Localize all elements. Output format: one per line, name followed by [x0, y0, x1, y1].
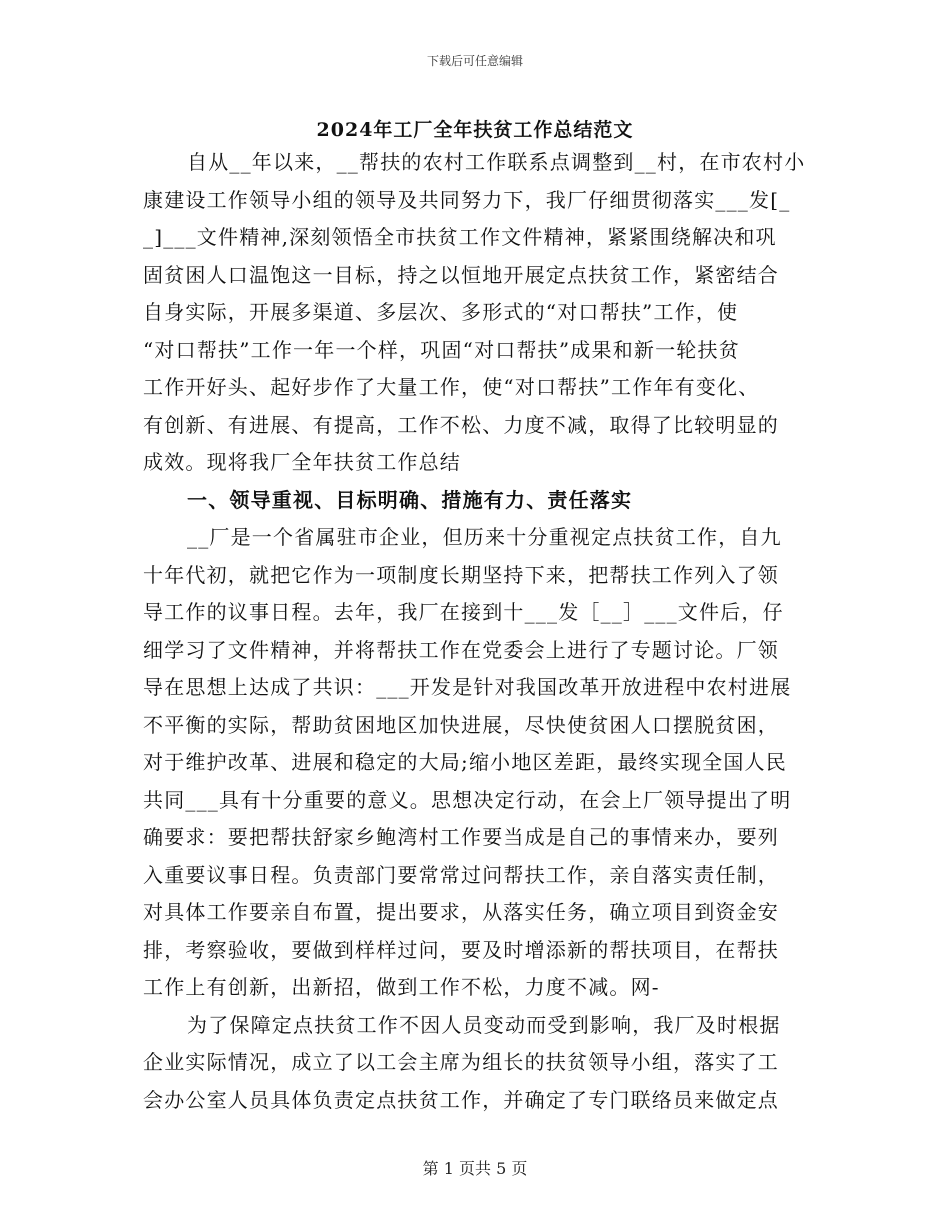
- header-note: 下载后可任意编辑: [426, 54, 523, 68]
- paragraph-line: 入重要议事日程。负责部门要常常过问帮扶工作，亲自落实责任制，: [143, 862, 779, 887]
- paragraph-line: 对于维护改革、进展和稳定的大局;缩小地区差距，最终实现全国人民: [143, 750, 787, 774]
- paragraph-line: 导工作的议事日程。去年，我厂在接到十___发［__］___文件后，仔: [143, 600, 784, 624]
- paragraph-line: 工作开好头、起好步作了大量工作，使“对口帮扶”工作年有变化、: [143, 375, 760, 399]
- paragraph-line: 企业实际情况，成立了以工会主席为组长的扶贫领导小组，落实了工: [143, 1050, 779, 1074]
- paragraph-line: 成效。现将我厂全年扶贫工作总结: [143, 450, 461, 474]
- paragraph-line: 共同___具有十分重要的意义。思想决定行动，在会上厂领导提出了明: [143, 787, 792, 812]
- paragraph-line: _]___文件精神,深刻领悟全市扶贫工作文件精神，紧紧围绕解决和巩: [143, 225, 777, 249]
- paragraph-line: 固贫困人口温饱这一目标，持之以恒地开展定点扶贫工作，紧密结合: [143, 262, 779, 287]
- paragraph-line: 工作上有创新，出新招，做到工作不松，力度不减。网-: [143, 975, 660, 999]
- document-title: 2024年工厂全年扶贫工作总结范文: [316, 119, 634, 141]
- document-body: [143, 144, 806, 1119]
- paragraph-line: 对具体工作要亲自布置，提出要求，从落实任务，确立项目到资金安: [143, 900, 779, 924]
- paragraph-line: 确要求：要把帮扶舒家乡鲍湾村工作要当成是自己的事情来办，要列: [143, 825, 779, 849]
- paragraph-line: “对口帮扶”工作一年一个样，巩固“对口帮扶”成果和新一轮扶贫: [143, 337, 740, 362]
- paragraph-line: 会办公室人员具体负责定点扶贫工作，并确定了专门联络员来做定点: [143, 1087, 779, 1112]
- paragraph-line: __厂是一个省属驻市企业，但历来十分重视定点扶贫工作，自九: [187, 525, 782, 549]
- section-heading: 一、领导重视、目标明确、措施有力、责任落实: [187, 487, 633, 512]
- paragraph-line: 细学习了文件精神，并将帮扶工作在党委会上进行了专题讨论。厂领: [143, 637, 779, 662]
- paragraph-line: 自身实际，开展多渠道、多层次、多形式的“对口帮扶”工作，使: [143, 300, 739, 324]
- paragraph-line: 为了保障定点扶贫工作不因人员变动而受到影响，我厂及时根据: [187, 1012, 781, 1037]
- paragraph-line: 康建设工作领导小组的领导及共同努力下，我厂仔细贯彻落实___发[_: [143, 187, 791, 212]
- page-footer: 第 1 页共 5 页: [422, 1159, 528, 1178]
- paragraph-line: 自从__年以来，__帮扶的农村工作联系点调整到__村，在市农村小: [187, 150, 806, 174]
- paragraph-line: 十年代初，就把它作为一项制度长期坚持下来，把帮扶工作列入了领: [143, 562, 779, 587]
- paragraph-line: 排，考察验收，要做到样样过问，要及时增添新的帮扶项目，在帮扶: [143, 937, 779, 962]
- paragraph-line: 导在思想上达成了共识：___开发是针对我国改革开放进程中农村进展: [143, 675, 792, 699]
- paragraph-line: 不平衡的实际，帮助贫困地区加快进展，尽快使贫困人口摆脱贫困，: [143, 712, 779, 737]
- paragraph-line: 有创新、有进展、有提高，工作不松、力度不减，取得了比较明显的: [143, 412, 779, 437]
